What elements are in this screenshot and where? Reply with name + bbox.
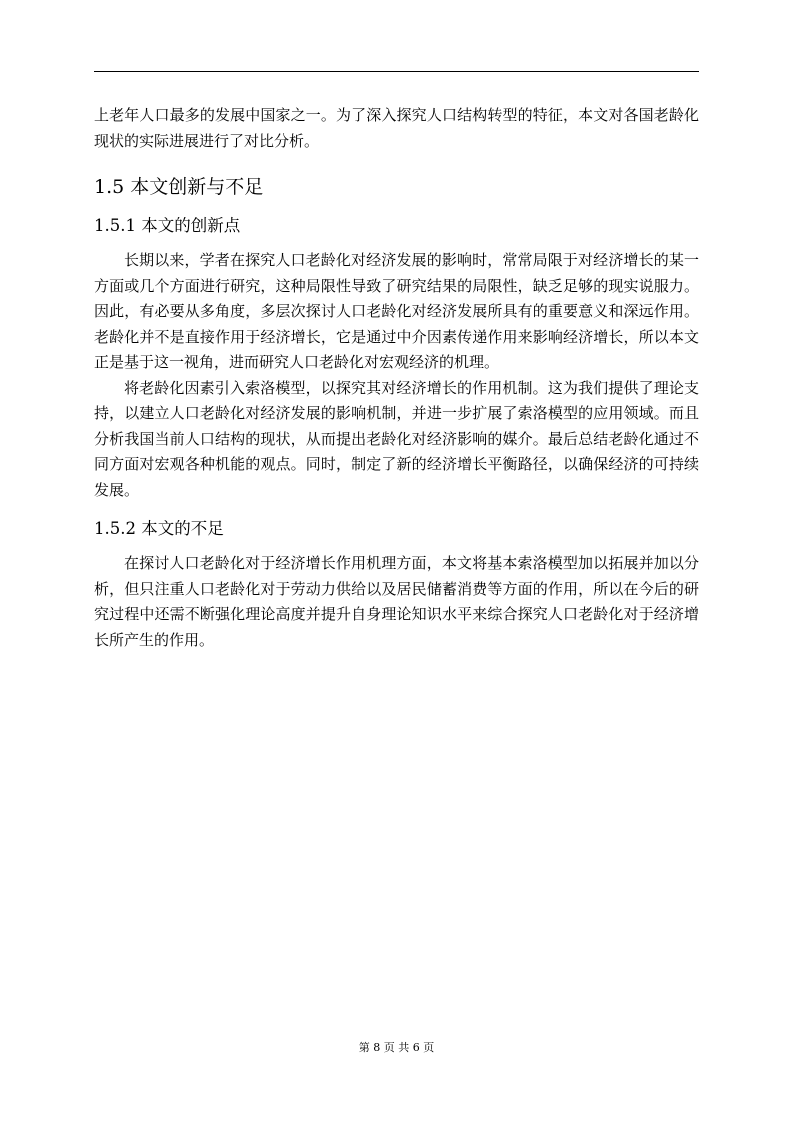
section-heading: 1.5 本文创新与不足: [94, 176, 264, 198]
header-rule: [94, 71, 699, 72]
subsection-heading-shortcomings: 1.5.2 本文的不足: [94, 519, 224, 538]
subsection-heading-innovation: 1.5.1 本文的创新点: [94, 216, 241, 235]
page-content: [94, 103, 699, 653]
innovation-paragraph-1: 长期以来，学者在探究人口老龄化对经济发展的影响时，常常局限于对经济增长的某一方面或几个方面进行研究，这种局限性导致了研究结果的局限性，缺乏足够的现实说服力。因此，有必要从多角度，多层次探讨人口老龄化对经济发展所具有的重要意义和深远作用。老龄化并不是直接作用于经济增长，它是通过中介因素传递作用来影响经济增长，所以本文正是基于这一视角，进而研究人口老龄化对宏观经济的机理。: [94, 251, 699, 371]
innovation-paragraph-2: 将老龄化因素引入索洛模型，以探究其对经济增长的作用机制。这为我们提供了理论支持，以建立人口老龄化对经济发展的影响机制，并进一步扩展了索洛模型的应用领域。而且分析我国当前人口结构的现状，从而提出老龄化对经济影响的媒介。最后总结老龄化通过不同方面对宏观各种机能的观点。同时，制定了新的经济增长平衡路径，以确保经济的可持续发展。: [94, 378, 699, 499]
intro-paragraph: 上老年人口最多的发展中国家之一。为了深入探究人口结构转型的特征，本文对各国老龄化现状的实际进展进行了对比分析。: [94, 106, 699, 150]
shortcomings-paragraph: 在探讨人口老龄化对于经济增长作用机理方面，本文将基本索洛模型加以拓展并加以分析，但只注重人口老龄化对于劳动力供给以及居民储蓄消费等方面的作用，所以在今后的研究过程中还需不断强化理论高度并提升自身理论知识水平来综合探究人口老龄化对于经济增长所产生的作用。: [94, 554, 699, 649]
page-footer: 第 8 页 共 6 页: [358, 1041, 435, 1054]
